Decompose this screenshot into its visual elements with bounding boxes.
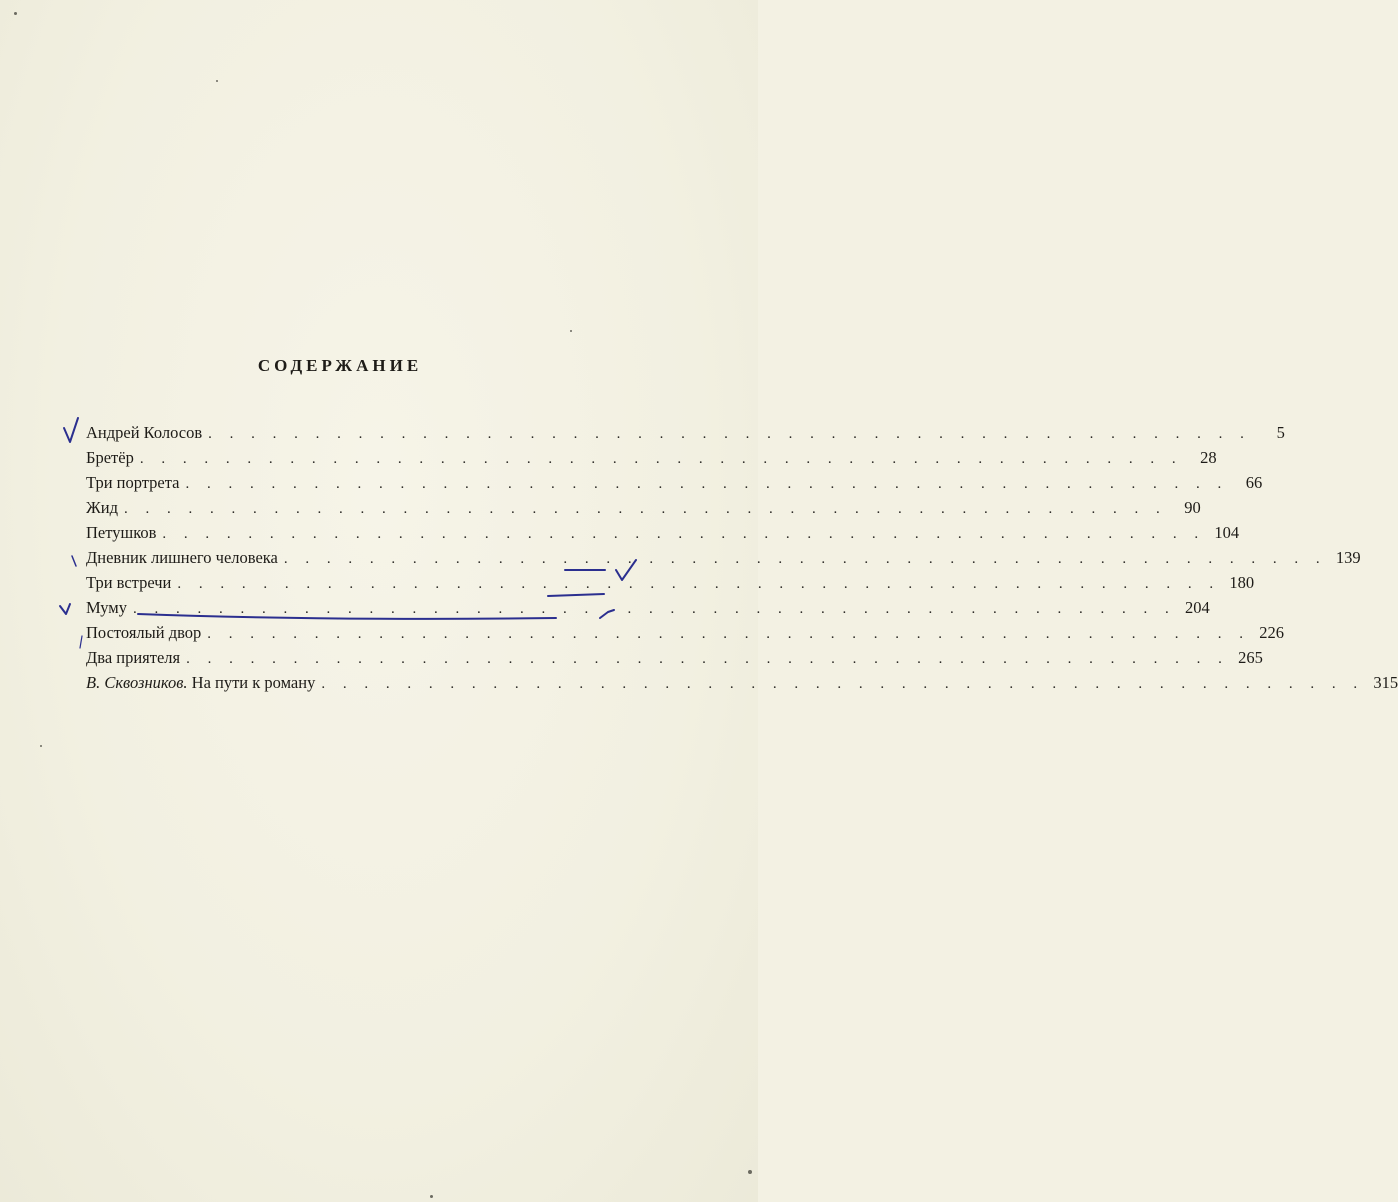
toc-entry-page: 28 <box>1200 448 1217 467</box>
dot-leader: . . . . . . . . . . . . . . . . . . . . . . . . . . . . . . . . . . . . . . . . . . . . . . . . . <box>177 576 1221 592</box>
dot-leader: . . . . . . . . . . . . . . . . . . . . . . . . . . . . . . . . . . . . . . . . . . . . . . . . . <box>185 476 1229 492</box>
paper-speck <box>748 1170 752 1174</box>
toc-entry-page: 90 <box>1184 498 1201 517</box>
toc-entry-page: 104 <box>1214 523 1240 542</box>
toc-entry-title-text: На пути к роману <box>191 673 316 692</box>
tick-mark-icon <box>60 604 70 614</box>
toc-entry-title: Петушков <box>86 523 157 542</box>
dot-leader: . . . . . . . . . . . . . . . . . . . . . . . . . . . . . . . . . . . . . . . . . . . . . . . . . <box>207 626 1251 642</box>
paper-speck <box>40 745 42 747</box>
paper-speck <box>570 330 572 332</box>
toc-entry-page: 5 <box>1276 423 1285 442</box>
toc-entry-page: 265 <box>1238 648 1263 667</box>
toc-entry <box>86 595 1210 620</box>
toc-entry <box>86 570 1255 595</box>
toc-entry-author: В. Сквозников. <box>86 673 188 692</box>
toc-entry-title: Бретёр <box>86 448 134 467</box>
dot-leader: . . . . . . . . . . . . . . . . . . . . . . . . . . . . . . . . . . . . . . . . . . . . . . . . . <box>132 601 1176 617</box>
paper-speck <box>216 80 218 82</box>
toc-entry-page: 180 <box>1229 573 1255 592</box>
tick-mark-icon <box>80 636 82 648</box>
checkmark-icon <box>64 418 78 442</box>
paper-speck <box>430 1195 433 1198</box>
toc-entry-title <box>86 670 321 695</box>
paper-speck <box>14 12 17 15</box>
toc-entry-page: 66 <box>1245 473 1263 492</box>
toc-entry <box>86 545 1361 570</box>
tick-mark-icon <box>72 556 76 566</box>
toc-entry <box>86 445 1217 470</box>
dot-leader: . . . . . . . . . . . . . . . . . . . . . . . . . . . . . . . . . . . . . . . . . . . . . . . . . <box>162 526 1206 542</box>
toc-entry-title: Муму <box>86 598 127 617</box>
toc-entry-title: Два приятеля <box>86 648 181 667</box>
toc-entry <box>86 495 1201 520</box>
toc-entry <box>86 670 1398 695</box>
toc-entry <box>86 470 1263 495</box>
toc-entry-title: Дневник лишнего человека <box>86 548 278 567</box>
toc-entry-title: Андрей Колосов <box>86 423 203 442</box>
dot-leader: . . . . . . . . . . . . . . . . . . . . . . . . . . . . . . . . . . . . . . . . . . . . . . . . . <box>283 551 1327 567</box>
toc-entry-title: Постоялый двор <box>86 623 202 642</box>
toc-entry <box>86 420 1285 445</box>
toc-entry-page: 139 <box>1335 548 1361 567</box>
table-of-contents <box>86 420 1398 695</box>
toc-entry-title: Три встречи <box>86 573 172 592</box>
toc-entry <box>86 620 1285 645</box>
toc-entry-page: 315 <box>1373 673 1398 692</box>
toc-entry-title: Три портрета <box>86 473 180 492</box>
toc-entry <box>86 520 1240 545</box>
toc-entry-page: 204 <box>1184 598 1210 617</box>
dot-leader: . . . . . . . . . . . . . . . . . . . . . . . . . . . . . . . . . . . . . . . . . . . . . . . . . <box>124 501 1167 517</box>
dot-leader: . . . . . . . . . . . . . . . . . . . . . . . . . . . . . . . . . . . . . . . . . . . . . . . . . <box>186 651 1229 667</box>
toc-entry-page: 226 <box>1259 623 1285 642</box>
page-title: СОДЕРЖАНИЕ <box>257 356 423 375</box>
toc-entry-title: Жид <box>86 498 119 517</box>
dot-leader: . . . . . . . . . . . . . . . . . . . . . . . . . . . . . . . . . . . . . . . . . . . . . . . . . <box>139 451 1183 467</box>
toc-entry <box>86 645 1263 670</box>
dot-leader: . . . . . . . . . . . . . . . . . . . . . . . . . . . . . . . . . . . . . . . . . . . . . . . . . <box>321 676 1365 692</box>
dot-leader: . . . . . . . . . . . . . . . . . . . . . . . . . . . . . . . . . . . . . . . . . . . . . . . . . <box>208 426 1251 442</box>
